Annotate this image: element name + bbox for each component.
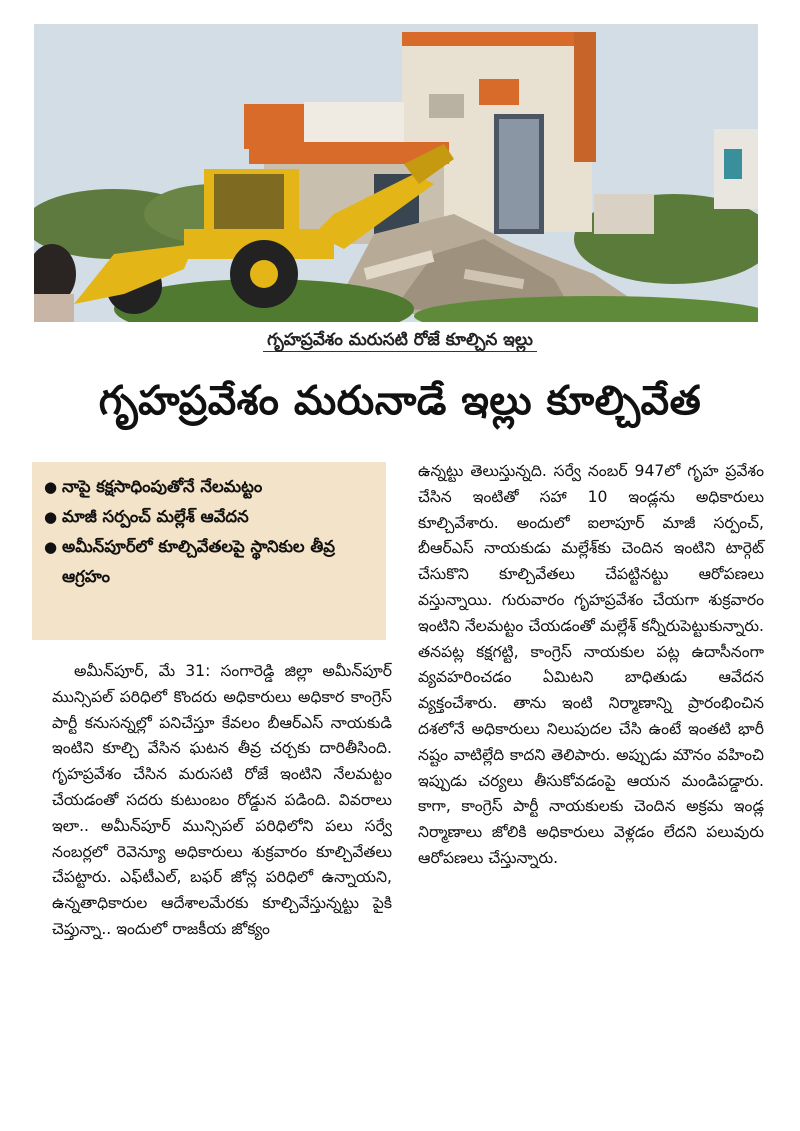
highlight-text: అమీన్‌పూర్‌లో కూల్చివేతలపై స్థానికుల తీవ్ర ఆగ్రహం [62, 537, 335, 586]
highlight-item [44, 502, 374, 532]
highlights-box [32, 462, 386, 640]
article-column-left: అమీన్‌పూర్, మే 31: సంగారెడ్డి జిల్లా అమీన్‌పూర్ మున్సిపల్ పరిధిలో కొందరు అధికారులు అధికార కాంగ్రెస్ పార్టీ కనుసన్నల్లో పనిచేస్తూ కేవలం బీఆర్‌ఎస్ నాయకుడి ఇంటిని కూల్చి వేసిన ఘటన తీవ్ర చర్చకు దారితీసింది. గృహప్రవేశం చేసిన మరుసటి రోజే ఇంటిని నేలమట్టం చేయడంతో సదరు కుటుంబం రోడ్డున పడింది. వివరాలు ఇలా.. అమీన్‌పూర్ మున్సిపల్ పరిధిలోని పలు సర్వే నంబర్లలో రెవెన్యూ అధికారులు శుక్రవారం కూల్చివేతలు చేపట్టారు. ఎఫ్‌టీఎల్, బఫర్ జోన్ల పరిధిలో ఉన్నాయని, ఉన్నతాధికారుల ఆదేశాలమేరకు కూల్చివేస్తున్నట్టు పైకి చెప్తున్నా.. ఇందులో రాజకీయ జోక్యం [52, 662, 392, 938]
highlight-text: మాజీ సర్పంచ్ మల్లేశ్ ఆవేదన [62, 507, 249, 526]
photo-caption [0, 330, 800, 354]
highlight-text: నాపై కక్షసాధింపుతోనే నేలమట్టం [62, 477, 263, 496]
highlight-item [44, 472, 374, 502]
demolition-photo [34, 24, 758, 322]
photo-caption-text: గృహప్రవేశం మరుసటి రోజే కూల్చిన ఇల్లు [263, 330, 537, 352]
headline: గృహప్రవేశం మరునాడే ఇల్లు కూల్చివేత [98, 378, 702, 424]
bullet-icon: ● [44, 508, 58, 526]
demolition-scene [34, 24, 758, 322]
bullet-icon: ● [44, 478, 58, 496]
bullet-icon: ● [44, 538, 58, 556]
article-column-right: ఉన్నట్టు తెలుస్తున్నది. సర్వే నంబర్ 947లో గృహ ప్రవేశం చేసిన ఇంటితో సహా 10 ఇండ్లను అధికారులు కూల్చివేశారు. అందులో ఐలాపూర్ మాజీ సర్పంచ్, బీఆర్‌ఎస్ నాయకుడు మల్లేశ్‌కు చెందిన ఇంటిని టార్గెట్ చేసుకొని కూల్చివేతలు చేపట్టినట్టు ఆరోపణలు వస్తున్నాయి. గురువారం గృహప్రవేశం చేయగా శుక్రవారం ఇంటిని నేలమట్టం చేయడంతో మల్లేశ్ కన్నీరుపెట్టుకున్నారు. తనపట్ల కక్షగట్టి, కాంగ్రెస్ నాయకుల పట్ల ఉదాసీనంగా వ్యవహరించడం ఏమిటని బాధితుడు ఆవేదన వ్యక్తంచేశారు. తాను ఇంటి నిర్మాణాన్ని ప్రారంభించిన దశలోనే అధికారులు నిలుపుదల చేసి ఉంటే ఇంతటి భారీ నష్టం వాటిల్లేది కాదని తెలిపారు. అప్పుడు మౌనం వహించి ఇప్పుడు చర్యలు తీసుకోవడంపై ఆయన మండిపడ్డారు. కాగా, కాంగ్రెస్ పార్టీ నాయకులకు చెందిన అక్రమ ఇండ్ల నిర్మాణాలు జోలికి అధికారులు వెళ్లడం లేదని పలువురు ఆరోపణలు చేస్తున్నారు. [418, 462, 764, 867]
highlight-item [44, 532, 374, 592]
